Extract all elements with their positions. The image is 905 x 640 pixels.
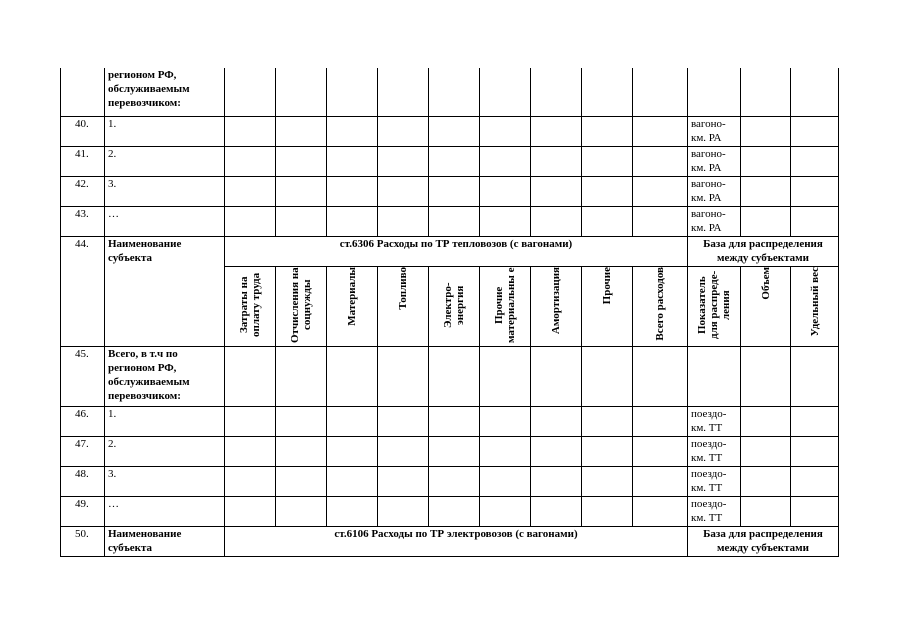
subject-cell: 1. [105, 116, 225, 146]
distribution-base-header: База для распределения между субъектами [688, 236, 839, 266]
table-row [61, 406, 839, 436]
subject-cell: … [105, 496, 225, 526]
table-row [61, 68, 839, 116]
subject-cell: 2. [105, 436, 225, 466]
column-header: Объем [741, 266, 791, 346]
row-number: 48. [61, 466, 105, 496]
column-header: Электро-энергия [429, 266, 480, 346]
column-header: Материалы [327, 266, 378, 346]
table-row [61, 496, 839, 526]
row-number [61, 68, 105, 116]
table-row [61, 466, 839, 496]
section-title: ст.6106 Расходы по ТР электровозов (с вагонами) [225, 526, 688, 556]
table-row [61, 176, 839, 206]
column-header: Удельный вес [791, 266, 839, 346]
row-number: 43. [61, 206, 105, 236]
column-header: Топливо [378, 266, 429, 346]
subject-header: Наименование субъекта [105, 526, 225, 556]
subject-cell: 3. [105, 466, 225, 496]
table-row [61, 436, 839, 466]
section-header-row [61, 236, 839, 266]
expense-distribution-table [60, 68, 839, 557]
column-header: Отчисления на соцнужды [276, 266, 327, 346]
subject-cell: … [105, 206, 225, 236]
column-header: Прочие материальны е [480, 266, 531, 346]
table-row [61, 116, 839, 146]
unit-cell: вагоно-км. РА [688, 146, 741, 176]
row-number: 40. [61, 116, 105, 146]
subject-cell: Всего, в т.ч по регионом РФ, обслуживаемым перевозчиком: [105, 346, 225, 406]
section-title: ст.6306 Расходы по ТР тепловозов (с вагонами) [225, 236, 688, 266]
subject-header: Наименование субъекта [105, 236, 225, 346]
column-header: Затраты на оплату труда [225, 266, 276, 346]
column-header: Прочие [582, 266, 633, 346]
column-header: Всего расходов [633, 266, 688, 346]
row-number: 50. [61, 526, 105, 556]
subject-cell: регионом РФ, обслуживаемым перевозчиком: [105, 68, 225, 116]
table-row [61, 146, 839, 176]
row-number: 44. [61, 236, 105, 346]
column-header: Показатель для распреде-ления [688, 266, 741, 346]
subject-cell: 3. [105, 176, 225, 206]
row-number: 46. [61, 406, 105, 436]
row-number: 41. [61, 146, 105, 176]
table-row [61, 346, 839, 406]
unit-cell: поездо-км. ТТ [688, 466, 741, 496]
unit-cell: вагоно-км. РА [688, 206, 741, 236]
table-row [61, 206, 839, 236]
distribution-base-header: База для распределения между субъектами [688, 526, 839, 556]
unit-cell: вагоно-км. РА [688, 176, 741, 206]
row-number: 42. [61, 176, 105, 206]
row-number: 49. [61, 496, 105, 526]
subject-cell: 1. [105, 406, 225, 436]
unit-cell: поездо-км. ТТ [688, 496, 741, 526]
row-number: 47. [61, 436, 105, 466]
subject-cell: 2. [105, 146, 225, 176]
section-header-row [61, 526, 839, 556]
column-header: Амортизация [531, 266, 582, 346]
row-number: 45. [61, 346, 105, 406]
unit-cell: вагоно-км. РА [688, 116, 741, 146]
unit-cell: поездо-км. ТТ [688, 406, 741, 436]
unit-cell: поездо-км. ТТ [688, 436, 741, 466]
